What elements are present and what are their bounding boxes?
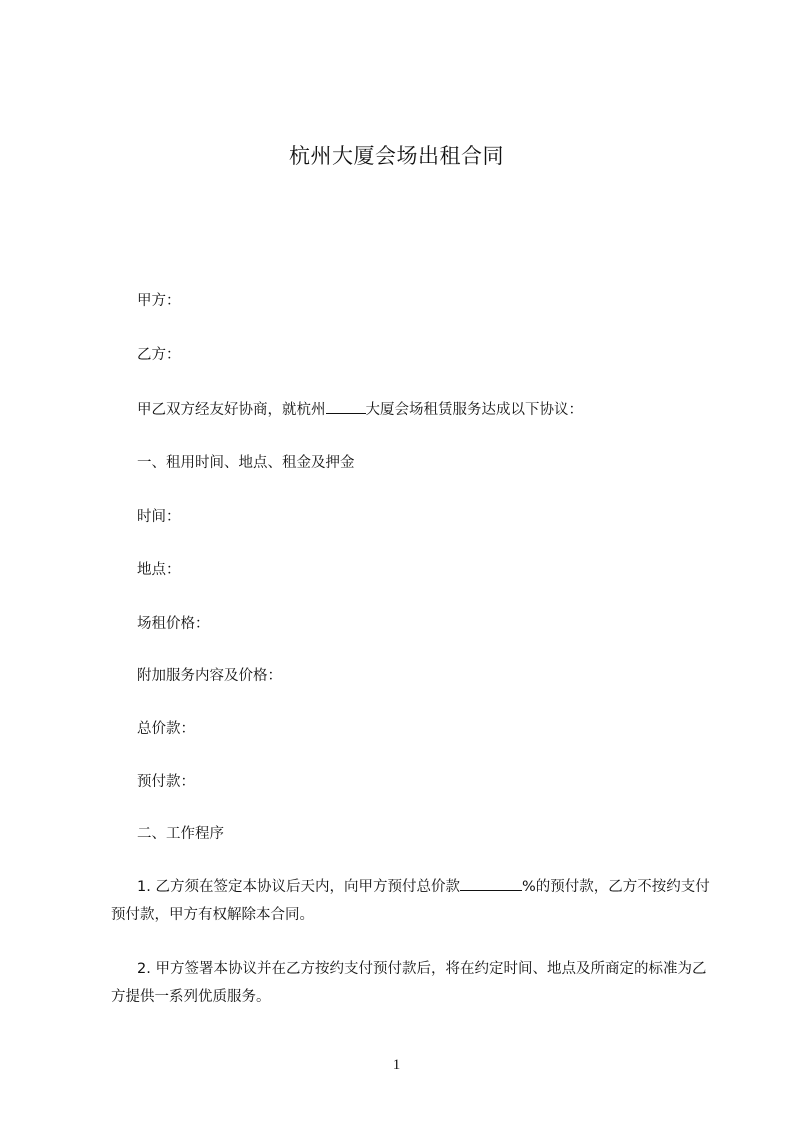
item-2-text: 2. 甲方签署本协议并在乙方按约支付预付款后，将在约定时间、地点及所商定的标准为乙方提供一系列优质服务。 <box>111 961 707 1005</box>
document-title: 杭州大厦会场出租合同 <box>289 144 504 168</box>
time-label: 时间： <box>137 509 181 525</box>
percentage-blank[interactable] <box>460 876 522 891</box>
place-label: 地点： <box>137 562 181 578</box>
total-price-label: 总价款： <box>137 721 195 737</box>
item-1-text-before: 1. 乙方须在签定本协议后天内，向甲方预付总价款 <box>137 879 460 895</box>
section-1-heading: 一、租用时间、地点、租金及押金 <box>137 455 355 471</box>
page-number: 1 <box>392 1057 401 1073</box>
party-a-label: 甲方： <box>137 293 181 309</box>
rent-price-label: 场租价格： <box>137 616 210 632</box>
prepayment-label: 预付款： <box>137 774 195 790</box>
intro-text-after: 大厦会场租赁服务达成以下协议： <box>365 402 583 418</box>
intro-text-before: 甲乙双方经友好协商，就杭州 <box>137 402 326 418</box>
section-2-heading: 二、工作程序 <box>137 826 224 842</box>
item-1-text-after: %的预付款，乙方不按约支付预付款，甲方有权解除本合同。 <box>111 879 710 923</box>
city-blank[interactable] <box>326 399 366 414</box>
procedure-item-2 <box>111 955 711 1011</box>
intro-sentence <box>137 399 583 420</box>
extra-services-label: 附加服务内容及价格： <box>137 668 282 684</box>
procedure-item-1 <box>111 873 711 929</box>
party-b-label: 乙方： <box>137 347 181 363</box>
